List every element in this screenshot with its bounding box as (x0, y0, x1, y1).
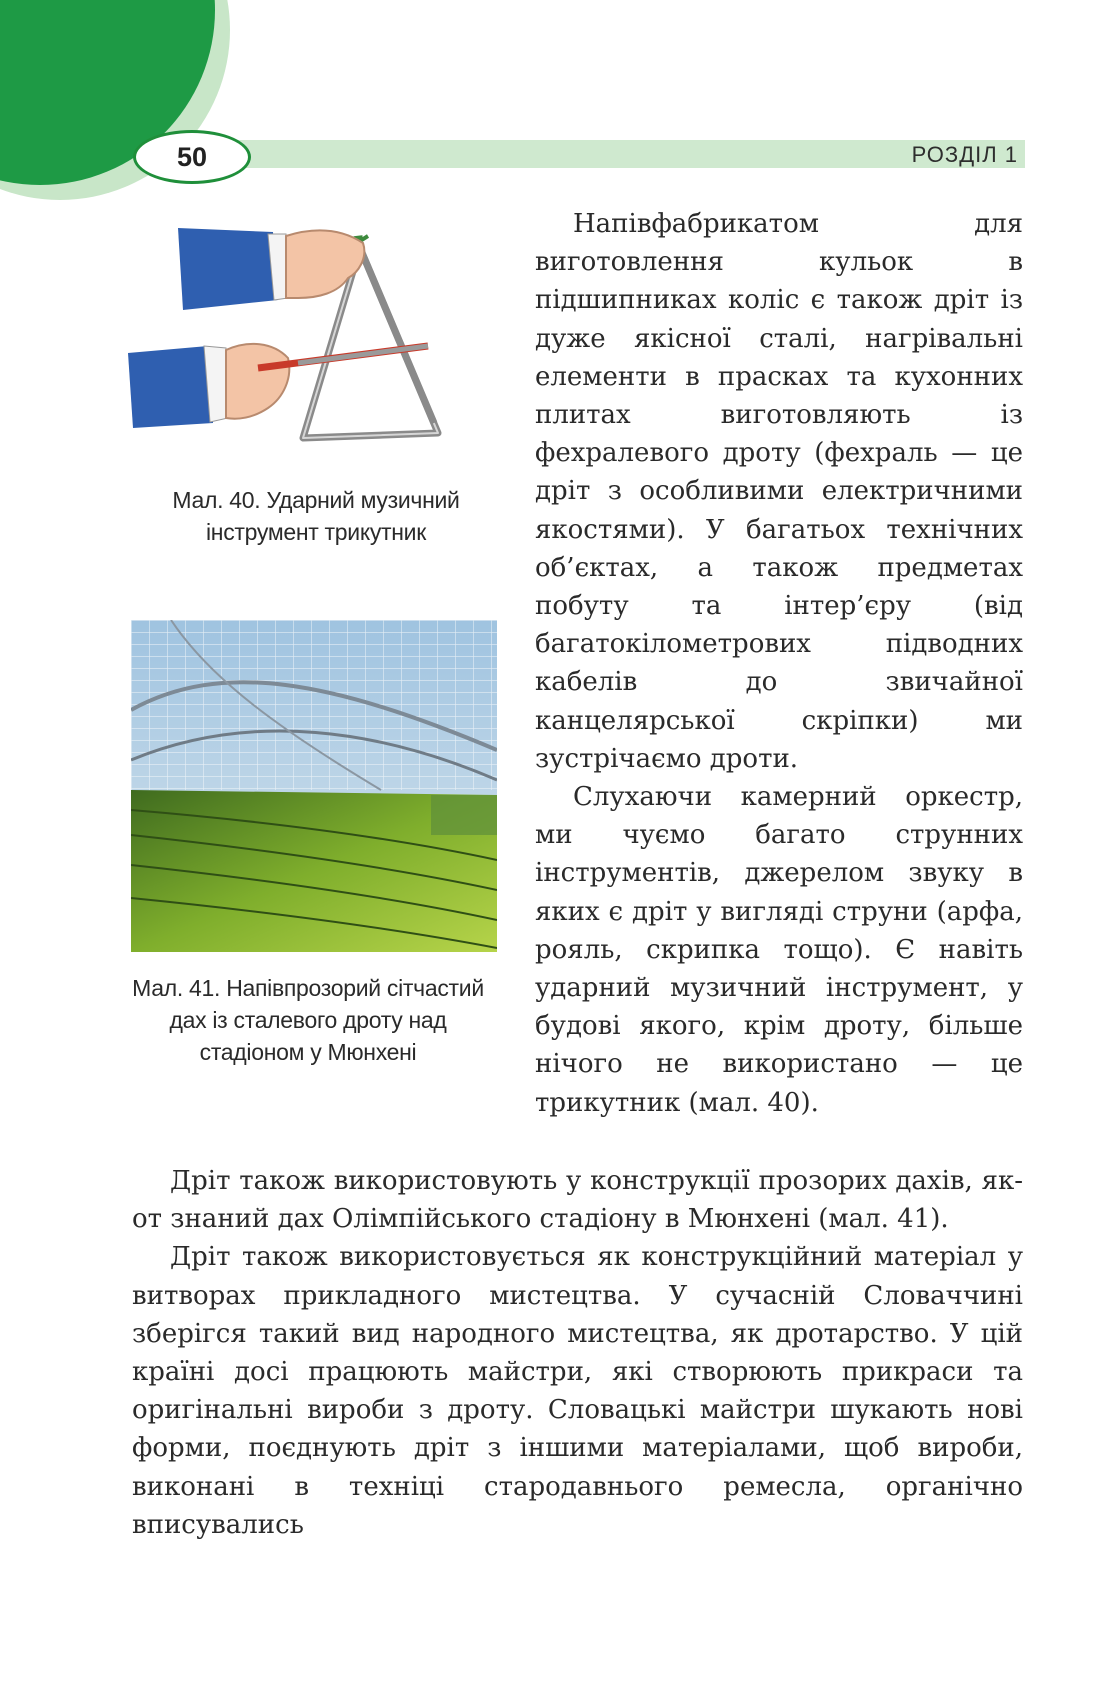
header-band (160, 140, 1025, 168)
paragraph-3: Дріт також використовують у конструкції прозорих дахів, як-от знаний дах Олімпійського стадіону в Мюнхені (мал. 41). (132, 1166, 1023, 1235)
figure-41-caption: Мал. 41. Напівпрозорий сітчастий дах із сталевого дроту над стадіоном у Мюнхені (132, 975, 484, 1065)
page-number: 50 (133, 130, 251, 184)
full-width-text (132, 1162, 1023, 1544)
paragraph-4: Дріт також використовується як конструкційний матеріал у витворах прикладного мистецтва. У сучасній Словаччині зберігся такий вид народного мистецтва, як дротарство. У цій країні досі працюють майстри, які створюють прикраси та оригінальні вироби з дроту. Словацькі майстри шукають нові форми, поєднують дріт з іншими матеріалами, щоб вироби, виконані в техніці стародавнього ремесла, органічно вписувались (132, 1242, 1023, 1540)
right-column-text (535, 205, 1023, 1122)
section-label: РОЗДІЛ 1 (911, 142, 1018, 167)
paragraph-2: Слухаючи камерний оркестр, ми чуємо багато струнних інструментів, джерелом звуку в яких є дріт у вигляді струни (арфа, рояль, скрипка тощо). Є навіть ударний музичний інструмент, у будові якого, крім дроту, більше нічого не використано — це трикутник (мал. 40). (535, 782, 1023, 1118)
paragraph-1: Напівфабрикатом для виготовлення кульок в підшипниках коліс є також дріт із дуже якісної сталі, нагрівальні елементи в прасках та кухонних плитах виготовляють із фехралевого дроту (фехраль — це дріт з особливими електричними якостями). У багатьох технічних об’єктах, а також предметах побуту та інтер’єру (від багатокілометрових підводних кабелів до звичайної канцелярської скріпки) ми зустрічаємо дроти. (535, 209, 1023, 774)
figure-40-caption: Мал. 40. Ударний музичний інструмент трикутник (172, 487, 460, 545)
stadium-photo (131, 620, 497, 952)
triangle-illustration (128, 218, 504, 458)
